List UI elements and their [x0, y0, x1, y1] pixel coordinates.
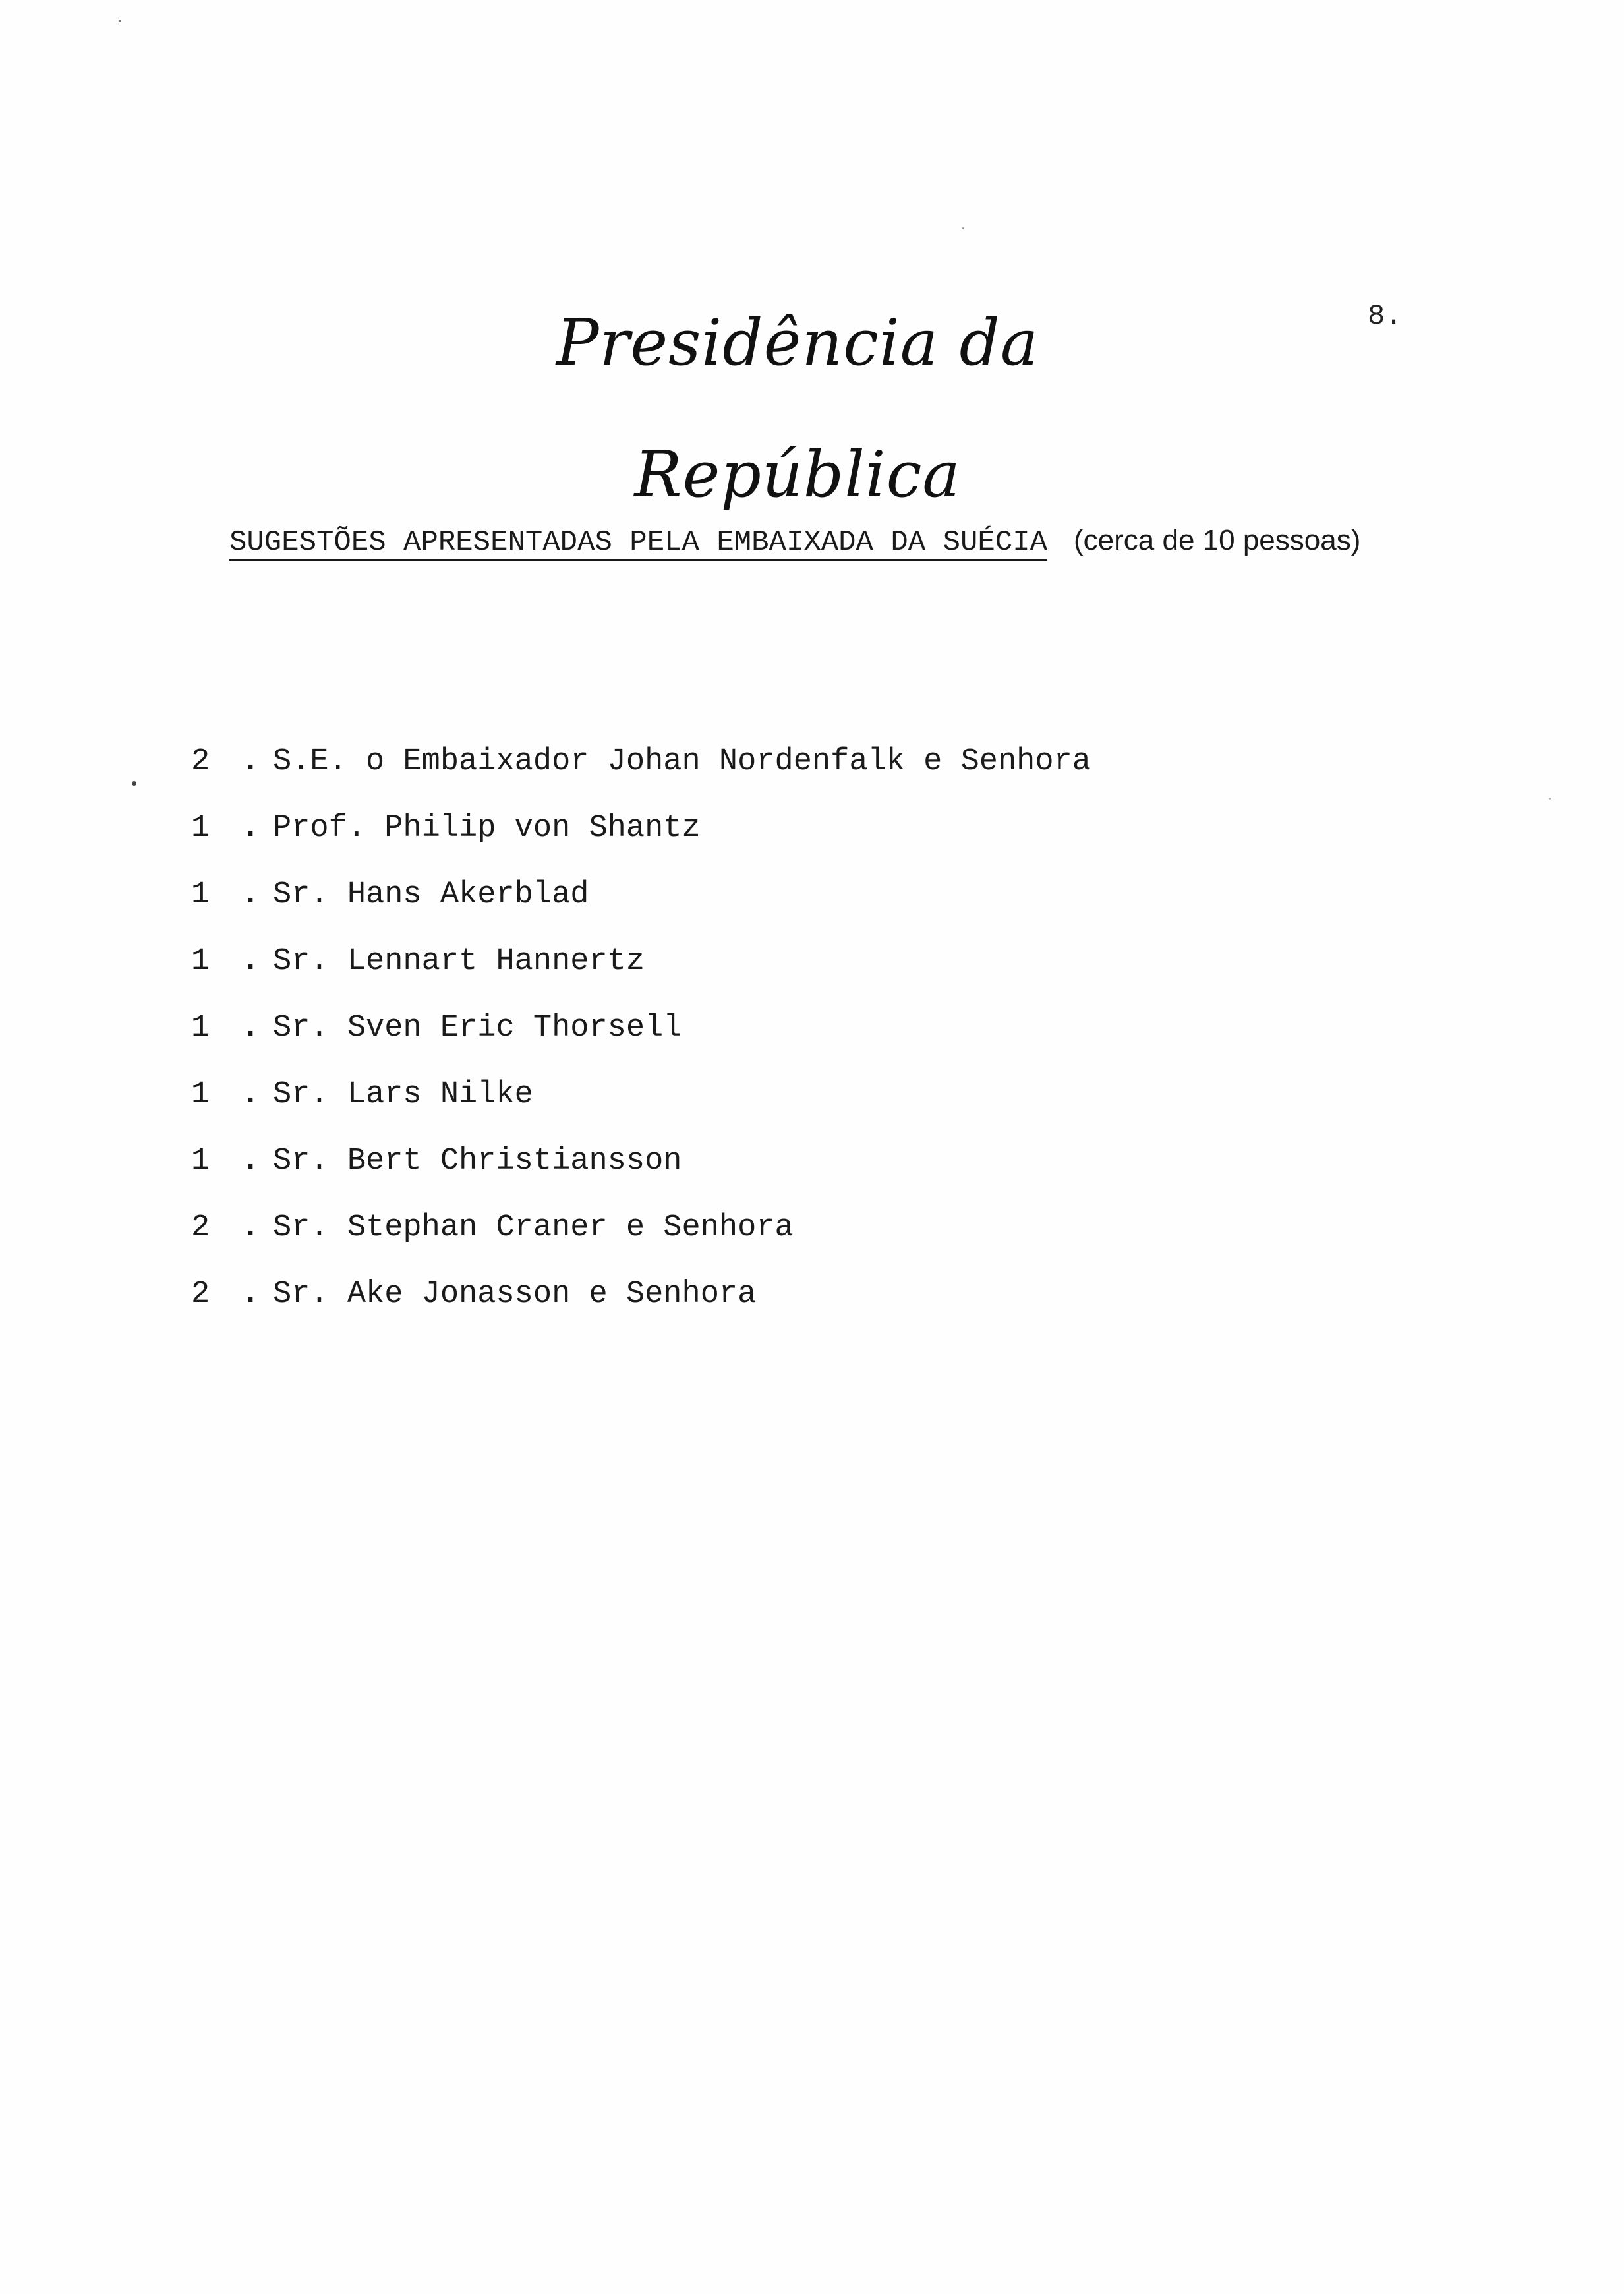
guest-count: 2 — [191, 1210, 210, 1245]
list-item — [191, 795, 1443, 862]
guest-name: S.E. o Embaixador Johan Nordenfalk e Senhora — [273, 744, 1091, 779]
list-item — [191, 1128, 1443, 1194]
section-heading — [229, 521, 1548, 562]
list-separator: . — [241, 811, 260, 846]
guest-count: 1 — [191, 944, 210, 979]
scan-speck — [962, 227, 964, 229]
guest-count: 1 — [191, 1144, 210, 1179]
letterhead-title: Presidência da República — [556, 306, 1039, 512]
guest-count: 1 — [191, 811, 210, 846]
guest-count: 1 — [191, 1077, 210, 1112]
guest-count: 1 — [191, 1011, 210, 1045]
guest-name: Sr. Lars Nilke — [273, 1077, 533, 1112]
list-item — [191, 1061, 1443, 1128]
guest-name: Sr. Bert Christiansson — [273, 1144, 682, 1179]
list-item — [191, 928, 1443, 995]
list-separator: . — [241, 1077, 260, 1112]
guest-count: 1 — [191, 877, 210, 912]
list-item — [191, 862, 1443, 928]
list-separator: . — [241, 1144, 260, 1179]
list-separator: . — [241, 744, 260, 779]
list-item — [191, 1261, 1443, 1328]
guest-name: Sr. Hans Akerblad — [273, 877, 589, 912]
guest-name: Sr. Ake Jonasson e Senhora — [273, 1277, 757, 1312]
guest-name: Sr. Lennart Hannertz — [273, 944, 645, 979]
guest-count: 2 — [191, 744, 210, 779]
scan-speck — [119, 20, 121, 22]
guest-count: 2 — [191, 1277, 210, 1312]
guest-list — [191, 728, 1443, 1328]
list-item — [191, 995, 1443, 1061]
list-item — [191, 728, 1443, 795]
scan-speck — [132, 781, 136, 786]
guest-name: Sr. Sven Eric Thorsell — [273, 1011, 682, 1045]
list-separator: . — [241, 1210, 260, 1245]
list-item — [191, 1194, 1443, 1261]
heading-note: (cerca de 10 pessoas) — [1074, 524, 1361, 556]
list-separator: . — [241, 877, 260, 912]
list-separator: . — [241, 1011, 260, 1045]
guest-name: Sr. Stephan Craner e Senhora — [273, 1210, 794, 1245]
guest-name: Prof. Philip von Shantz — [273, 811, 701, 846]
list-separator: . — [241, 944, 260, 979]
page-number: 8. — [1368, 300, 1403, 333]
heading-title: SUGESTÕES APRESENTADAS PELA EMBAIXADA DA SUÉCIA — [229, 526, 1048, 559]
scan-speck — [1549, 798, 1551, 800]
list-separator: . — [241, 1277, 260, 1312]
